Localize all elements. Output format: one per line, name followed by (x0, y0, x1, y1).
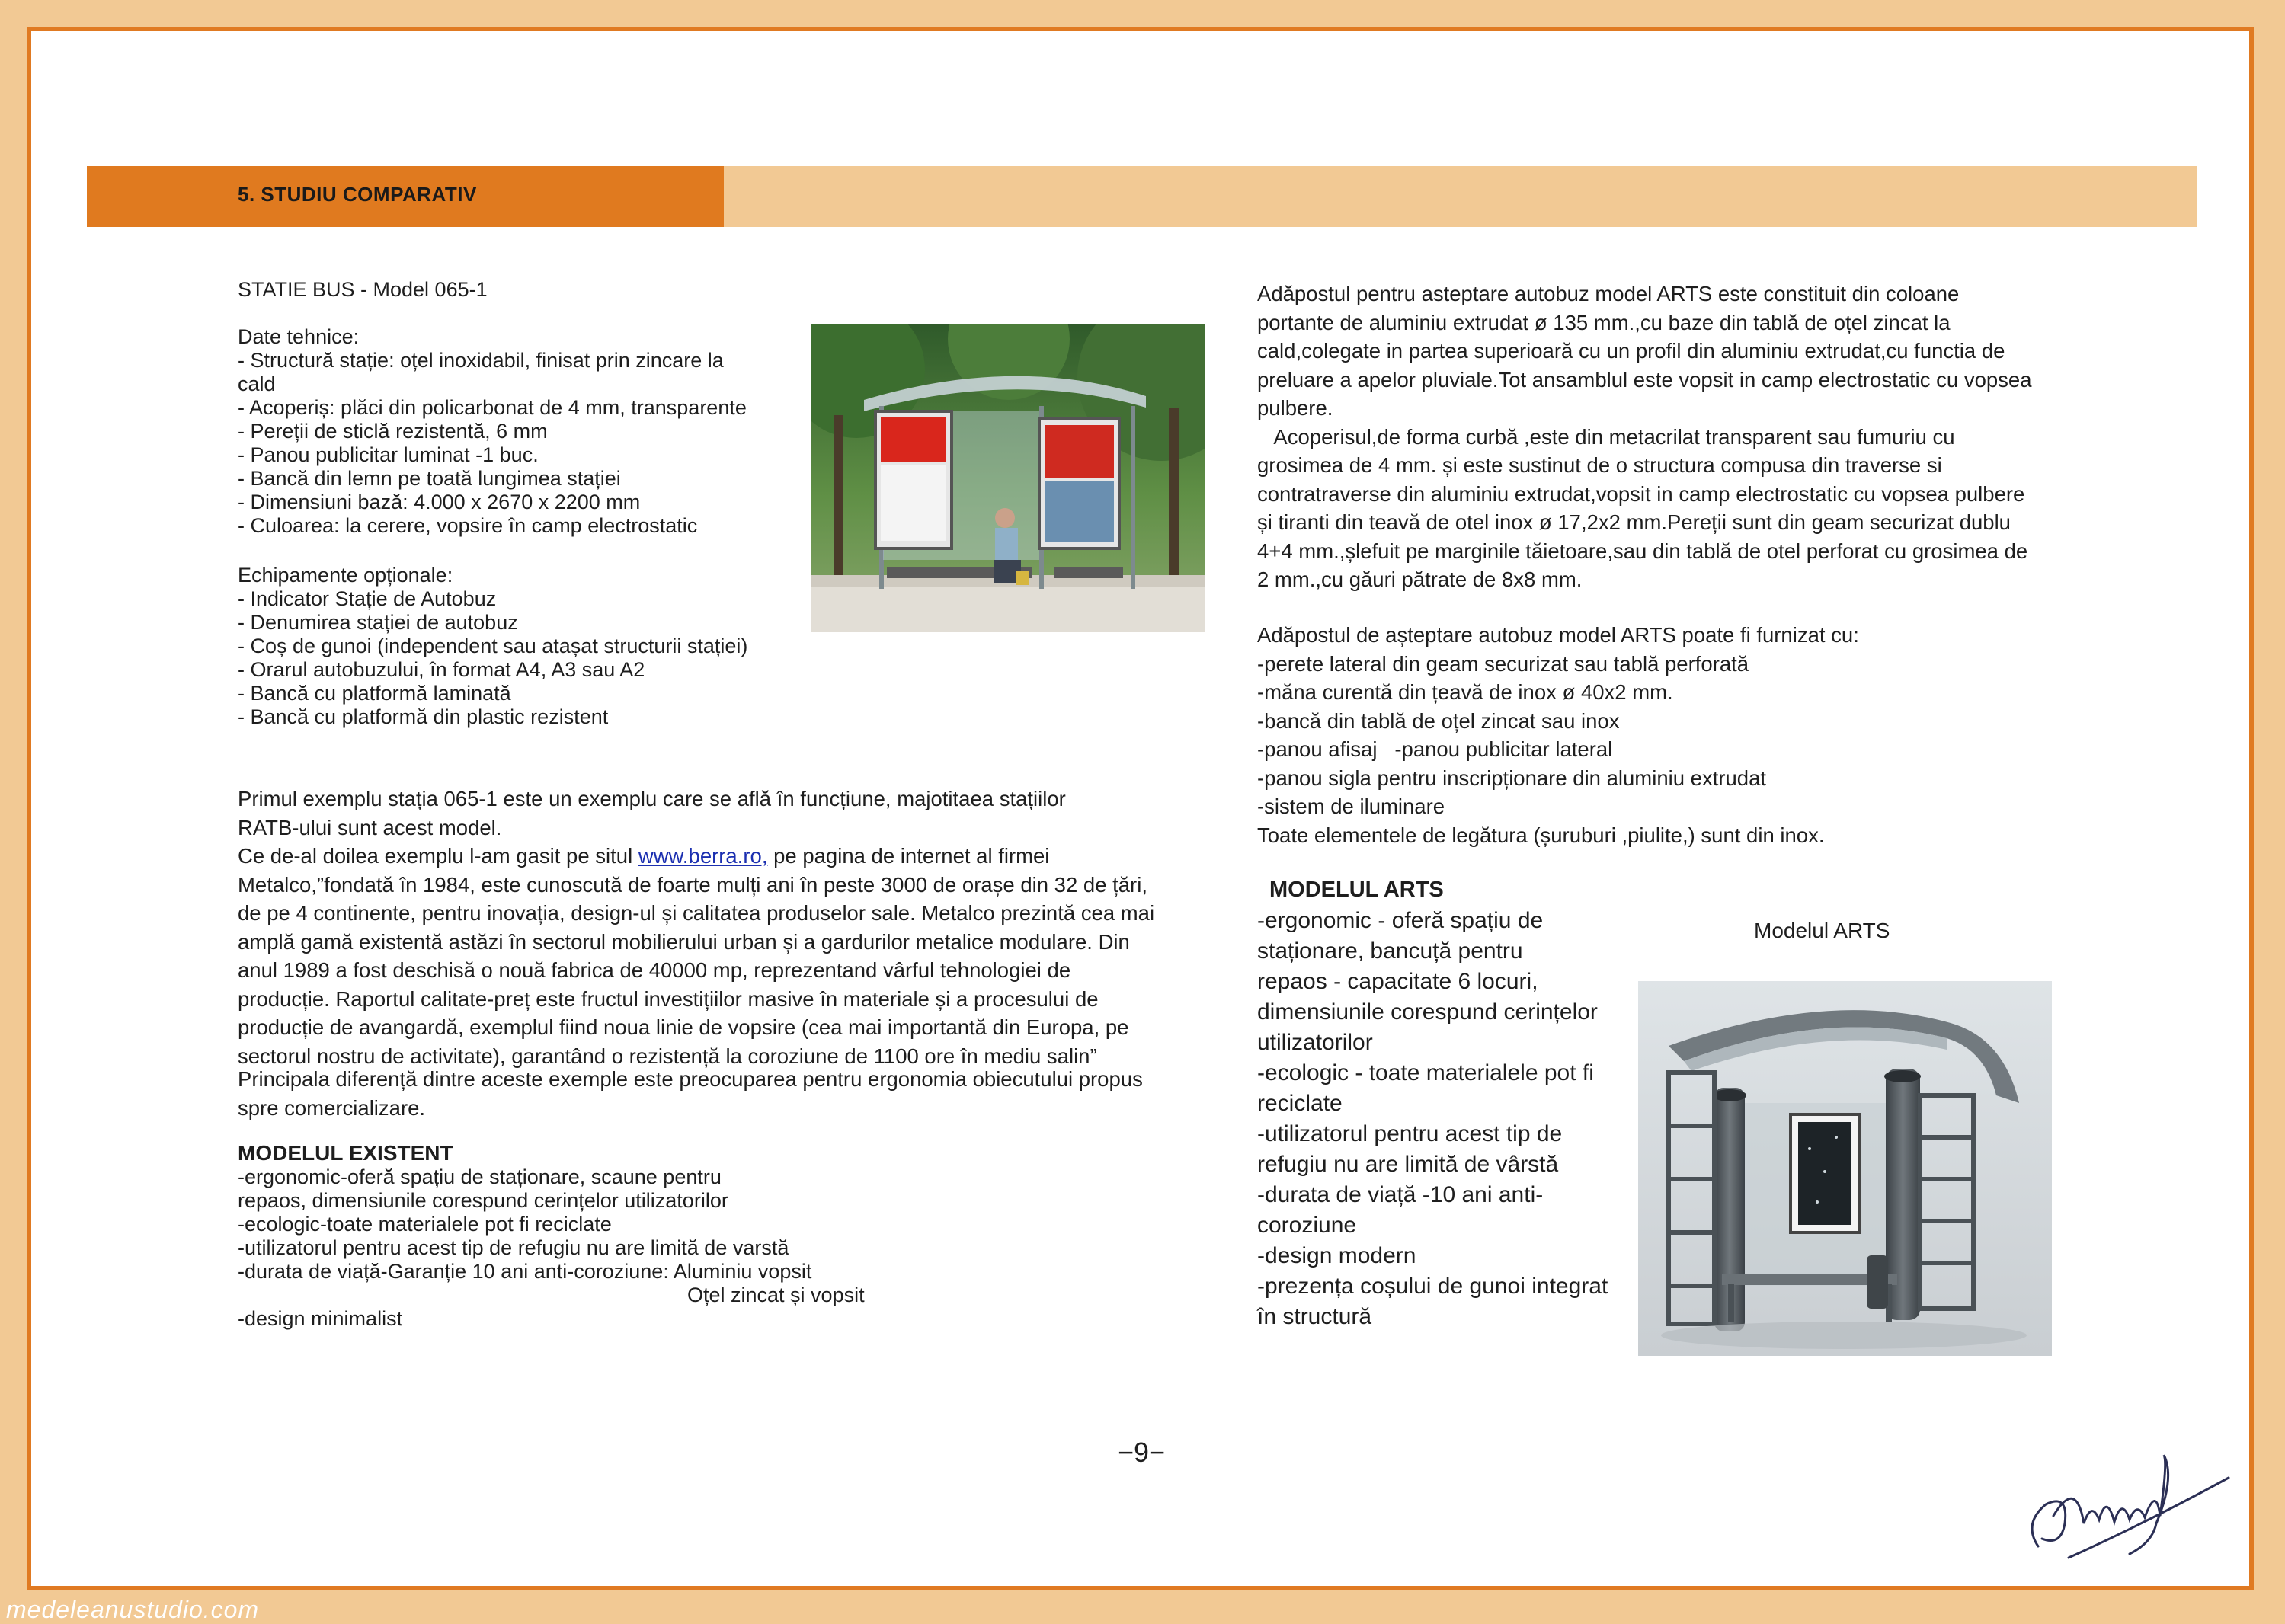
option-line: -măna curentă din țeavă de inox ø 40x2 mm. (1257, 680, 1673, 704)
optional-list (238, 587, 747, 729)
paragraph-text: Ce de-al doilea exemplu l-am gasit pe situl (238, 844, 638, 868)
option-line: Toate elementele de legătura (șuruburi ,piulite,) sunt din inox. (1257, 823, 1825, 847)
paragraph-line: Primul exemplu stația 065-1 este un exemplu care se află în funcțiune, majotitaea stațiilor (238, 787, 1066, 810)
description-line: preluare a apelor pluviale.Tot ansamblul este vopsit in camp electrostatic cu vopsea (1257, 367, 2032, 392)
feature-line: -prezența coșului de gunoi integrat (1257, 1274, 1608, 1299)
tech-line: - Acoperiș: plăci din policarbonat de 4 mm, transparente (238, 396, 747, 419)
description-line: grosimea de 4 mm. și este sustinut de o structura compusa din traverse si (1257, 453, 1942, 477)
arts-model-heading: MODELUL ARTS (1269, 878, 1444, 902)
model-title: STATIE BUS - Model 065-1 (238, 278, 488, 301)
feature-line: -ecologic - toate materialele pot fi (1257, 1060, 1594, 1085)
optional-line: - Orarul autobuzului, în format A4, A3 sau A2 (238, 658, 645, 681)
tech-line: - Bancă din lemn pe toată lungimea stației (238, 467, 621, 490)
arts-shelter-photo (1638, 981, 2052, 1356)
feature-line: utilizatorilor (1257, 1030, 1373, 1055)
feature-line: -durata de viață -10 ani anti- (1257, 1182, 1544, 1207)
existing-model-heading: MODELUL EXISTENT (238, 1141, 453, 1165)
paragraph-line-with-link (238, 842, 1154, 871)
description-line: Acoperisul,de forma curbă ,este din metacrilat transparent sau fumuriu cu (1257, 424, 1955, 449)
description-line: pulbere. (1257, 396, 1333, 420)
page-number: −9− (1118, 1437, 1166, 1468)
paragraph-line: anul 1989 a fost deschisă o nouă fabrica de 40000 mp, reprezentand vârful tehnologiei de (238, 958, 1071, 982)
feature-line: -utilizatorul pentru acest tip de (1257, 1121, 1563, 1146)
tech-line: - Culoarea: la cerere, vopsire în camp electrostatic (238, 514, 698, 537)
optional-line: - Bancă cu platformă din plastic rezistent (238, 705, 609, 728)
existing-line: -design minimalist (238, 1307, 403, 1330)
existing-line: Oțel zincat și vopsit (687, 1284, 865, 1306)
feature-line: în structură (1257, 1304, 1372, 1329)
section-title: 5. STUDIU COMPARATIV (238, 183, 477, 206)
existing-line: -utilizatorul pentru acest tip de refugiu nu are limită de varstă (238, 1236, 789, 1259)
tech-line: cald (238, 372, 276, 395)
description-line: 2 mm.,cu găuri pătrate de 8x8 mm. (1257, 567, 1583, 591)
feature-line: -design modern (1257, 1243, 1416, 1268)
feature-line: repaos - capacitate 6 locuri, (1257, 969, 1538, 994)
description-line: și tiranti din teavă de otel inox ø 17,2x2 mm.Pereții sunt din geam securizat dublu (1257, 510, 2011, 534)
existing-line: -ecologic-toate materialele pot fi reciclate (238, 1213, 612, 1236)
signature-image (2023, 1432, 2236, 1569)
description-line: Adăpostul pentru asteptare autobuz model ARTS este constituit din coloane (1257, 282, 1960, 305)
conclusion-paragraph (238, 1065, 1143, 1122)
feature-line: staționare, bancuță pentru (1257, 938, 1523, 964)
description-line: portante de aluminiu extrudat ø 135 mm.,cu baze din tablă de oțel zincat la (1257, 310, 1951, 334)
optional-line: - Coș de gunoi (independent sau atașat structurii stației) (238, 635, 748, 657)
description-line: cald,colegate in partea superioară cu un profil din aluminiu extrudat,cu functia de (1257, 339, 2005, 363)
feature-line: dimensiunile corespund cerințelor (1257, 999, 1598, 1025)
tech-line: - Panou publicitar luminat -1 buc. (238, 443, 539, 466)
tech-line: - Pereții de sticlă rezistentă, 6 mm (238, 420, 548, 443)
tech-line: - Dimensiuni bază: 4.000 x 2670 x 2200 mm (238, 491, 641, 513)
option-line: -sistem de iluminare (1257, 794, 1445, 818)
arts-description (1257, 280, 2032, 594)
option-line: -perete lateral din geam securizat sau tablă perforată (1257, 651, 1749, 676)
arts-features-list (1257, 906, 1608, 1332)
paragraph-line: amplă gamă existentă astăzi în sectorul mobilierului urban și a gardurilor metalice modulare. Din (238, 929, 1130, 954)
tech-list (238, 349, 747, 538)
arts-options (1257, 621, 1859, 849)
intro-paragraph (238, 785, 1154, 1070)
option-line: -panou afisaj -panou publicitar lateral (1257, 737, 1613, 761)
bus-stop-photo (811, 324, 1205, 632)
image-caption: Modelul ARTS (1754, 919, 1890, 942)
paragraph-line: Principala diferență dintre aceste exemple este preocuparea pentru ergonomia obiecutului propus (238, 1067, 1143, 1091)
optional-line: - Indicator Stație de Autobuz (238, 587, 497, 610)
feature-line: -ergonomic - oferă spațiu de (1257, 908, 1544, 933)
paragraph-line: spre comercializare. (238, 1095, 426, 1120)
feature-line: refugiu nu are limită de vârstă (1257, 1152, 1559, 1177)
existing-line: -durata de viață-Garanție 10 ani anti-coroziune: Aluminiu vopsit (238, 1260, 812, 1283)
existing-line: repaos, dimensiunile corespund cerințelor utilizatorilor (238, 1189, 728, 1212)
watermark: medeleanustudio.com (6, 1596, 260, 1623)
optional-line: - Denumirea stației de autobuz (238, 611, 518, 634)
paragraph-line: producție. Raportul calitate-preț este fructul investițiilor masive în materiale și a procesului de (238, 986, 1099, 1011)
paragraph-line: sectorul nostru de activitate), garantând o rezistență la coroziune de 1100 ore în mediu salin” (238, 1044, 1097, 1068)
paragraph-line: de pe 4 continente, pentru inovația, design-ul și calitatea produselor sale. Metalco prezintă cea mai (238, 901, 1155, 925)
description-line: contratraverse din aluminiu extrudat,vopsit in camp electrostatic cu vopsea pulbere (1257, 481, 2025, 506)
paragraph-line: Metalco,”fondată în 1984, este cunoscută de foarte mulți ani în peste 3000 de orașe din 32 de țări, (238, 872, 1147, 897)
feature-line: reciclate (1257, 1091, 1343, 1116)
tech-heading: Date tehnice: (238, 325, 360, 348)
description-line: 4+4 mm.,șlefuit pe marginile tăietoare,sau din tablă de otel perforat cu grosimea de (1257, 539, 2028, 563)
existing-model-list (238, 1165, 865, 1331)
option-line: Adăpostul de așteptare autobuz model ARTS poate fi furnizat cu: (1257, 623, 1859, 647)
paragraph-line: RATB-ului sunt acest model. (238, 815, 502, 839)
option-line: -bancă din tablă de oțel zincat sau inox (1257, 708, 1620, 733)
berra-link[interactable]: www.berra.ro, (638, 844, 768, 868)
existing-line: -ergonomic-oferă spațiu de staționare, scaune pentru (238, 1165, 722, 1188)
optional-heading: Echipamente opționale: (238, 564, 453, 587)
feature-line: coroziune (1257, 1213, 1357, 1238)
paragraph-text: pe pagina de internet al firmei (767, 844, 1050, 868)
tech-line: - Structură stație: oțel inoxidabil, finisat prin zincare la (238, 349, 724, 372)
optional-line: - Bancă cu platformă laminată (238, 682, 511, 705)
paragraph-line: producție de avangardă, exemplul fiind noua linie de vopsire (cea mai importantă din Europa, pe (238, 1015, 1129, 1039)
option-line: -panou sigla pentru inscripționare din aluminiu extrudat (1257, 766, 1767, 790)
